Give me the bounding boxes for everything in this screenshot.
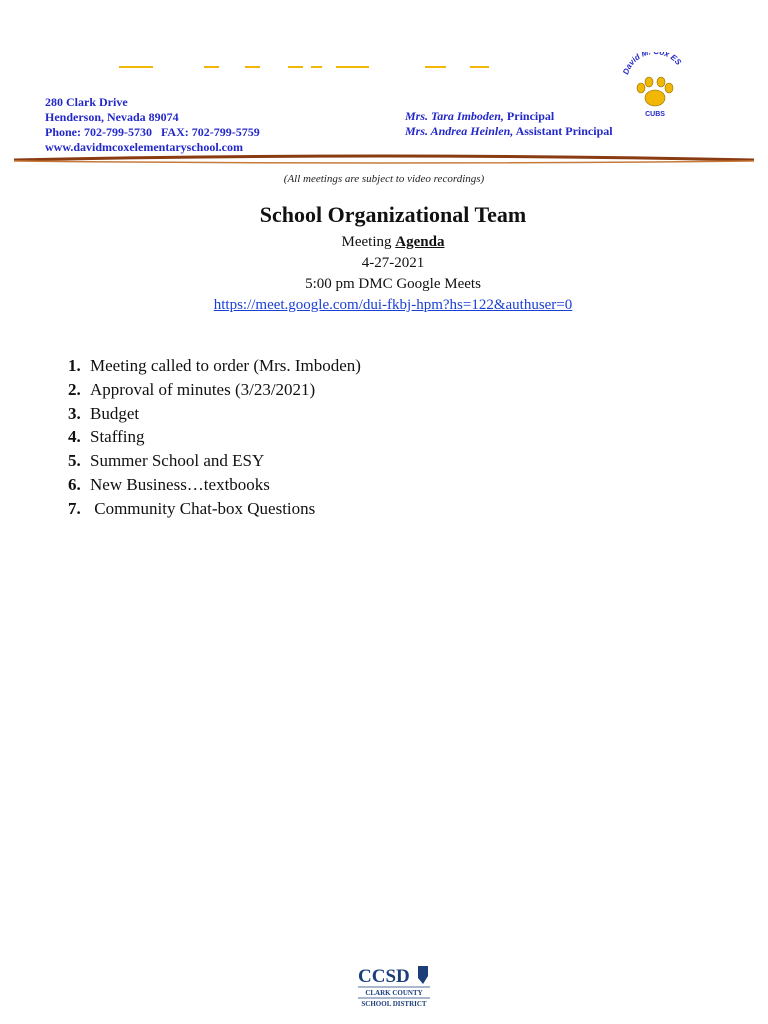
list-item: 1. Meeting called to order (Mrs. Imboden) <box>68 356 361 375</box>
agenda-heading <box>0 233 768 251</box>
page-title: School Organizational Team <box>259 202 527 227</box>
svg-text:David M. Cox ES <box>621 52 683 76</box>
ccsd-line-2: SCHOOL DISTRICT <box>361 1000 427 1008</box>
paw-print-icon <box>637 77 673 106</box>
list-item: 6. New Business…textbooks <box>68 474 270 494</box>
decorative-dashes <box>0 58 600 70</box>
list-item: 2. Approval of minutes (3/23/2021) <box>68 379 316 399</box>
school-contact <box>45 95 260 155</box>
assistant-principal-name: Mrs. Andrea Heinlen, <box>405 124 514 138</box>
address-line-1: 280 Clark Drive <box>45 95 128 109</box>
list-item: 5. Summer School and ESY <box>68 451 265 471</box>
meeting-time-place: 5:00 pm DMC Google Meets <box>305 276 481 292</box>
agenda-heading-prefix: Meeting <box>341 234 396 250</box>
logo-arc-text: David M ox ES <box>621 52 683 76</box>
phone-fax: Phone: 702-799-5730 FAX: 702-799-5759 <box>45 125 260 139</box>
agenda-list <box>68 354 361 521</box>
principal-title: Principal <box>506 109 555 123</box>
agenda-heading-emphasis: Agenda <box>395 234 445 250</box>
administrators <box>405 109 613 139</box>
nevada-state-icon <box>418 966 428 984</box>
header-divider <box>14 152 754 168</box>
school-logo <box>613 52 697 122</box>
list-item: 4. Staffing <box>68 427 145 447</box>
school-website[interactable]: www.davidmcoxelementaryschool.com <box>45 140 243 154</box>
principal-name: Mrs. Tara Imboden, <box>405 109 504 123</box>
meeting-link[interactable]: https://meet.google.com/dui-fkbj-hpm?hs=122&authuser=0 <box>213 297 573 313</box>
assistant-principal-title: Assistant Principal <box>515 124 613 138</box>
meeting-date: 4-27-2021 <box>361 255 425 271</box>
ccsd-line-1: CLARK COUNTY <box>365 989 423 997</box>
list-item: 7. Community Chat-box Questions <box>68 498 316 518</box>
list-item: 3. Budget <box>68 403 140 423</box>
logo-mascot: CUBS <box>645 111 665 118</box>
ccsd-logo <box>356 962 436 1012</box>
ccsd-wordmark: CCSD <box>358 966 410 987</box>
address-line-2: Henderson, Nevada 89074 <box>45 110 179 124</box>
recording-notice: (All meetings are subject to video recordings) <box>283 173 485 185</box>
meeting-link-row <box>0 296 768 314</box>
